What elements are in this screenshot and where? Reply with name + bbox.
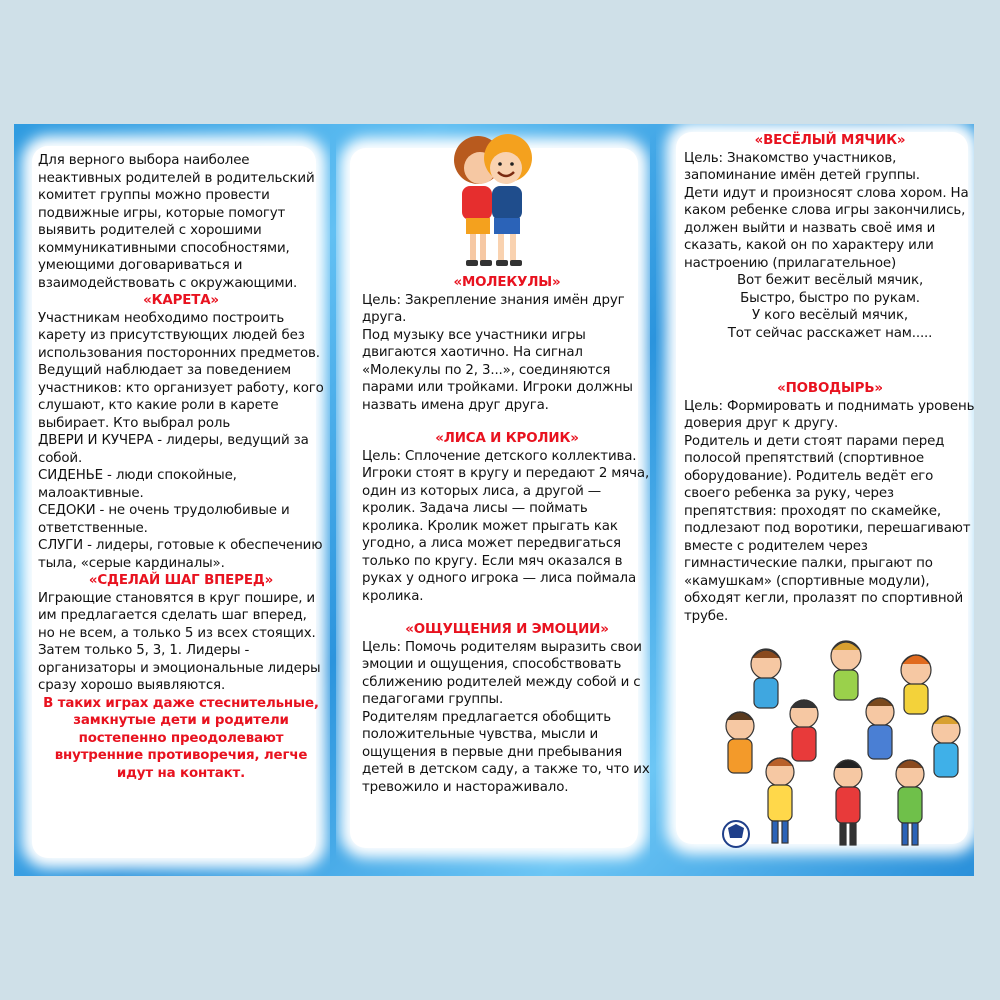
game-title-guide: «ПОВОДЫРЬ»	[777, 381, 883, 396]
conclusion-text: В таких играх даже стеснительные, замкнутые дети и родители постепенно преодолевают внутренние противоречия, легче идут на контакт.	[43, 695, 319, 781]
game-goal: Цель: Знакомство участников, запоминание имён детей группы.	[684, 150, 920, 183]
spacer	[362, 414, 650, 430]
role-text: ДВЕРИ И КУЧЕРА - лидеры, ведущий за собой.	[38, 433, 309, 466]
spacer	[684, 364, 974, 380]
brochure-column-middle	[336, 124, 650, 876]
intro-text: Для верного выбора наиболее неактивных родителей в родительский комитет группы можно провести подвижные игры, которые помогут выявить родителей с хорошими коммуникативными способностями, умеющими договариваться и взаимодействовать с окружающими.	[38, 153, 315, 291]
spacer	[362, 605, 650, 621]
role-text: СЛУГИ - лидеры, готовые к обеспечению тыла, «серые кардиналы».	[38, 538, 323, 571]
poem-line: У кого весёлый мячик,	[752, 308, 908, 323]
game-title-molecules: «МОЛЕКУЛЫ»	[453, 275, 561, 290]
role-text: СЕДОКИ - не очень трудолюбивые и ответственные.	[38, 503, 290, 536]
poem-line: Быстро, быстро по рукам.	[740, 290, 920, 306]
brochure-column-left	[14, 124, 330, 876]
brochure-sheet	[14, 124, 974, 876]
game-goal: Цель: Закрепление знания имён друг друга.	[362, 292, 625, 325]
game-description: Родителям предлагается обобщить положительные чувства, мысли и ощущения в первые дни пребывания детей в детском саду, а также то, что их тревожило и настораживало.	[362, 709, 650, 795]
game-title-kareta: «КАРЕТА»	[143, 293, 219, 308]
brochure-column-right	[656, 124, 974, 876]
game-title-step: «СДЕЛАЙ ШАГ ВПЕРЕД»	[88, 573, 274, 588]
game-goal: Цель: Помочь родителям выразить свои эмоции и ощущения, способствовать сближению родителей между собой и с педагогами группы.	[362, 639, 642, 707]
hugging-kids-illustration	[444, 130, 544, 270]
game-goal: Цель: Сплочение детского коллектива.	[362, 448, 637, 464]
game-description: Участникам необходимо построить карету из присутствующих людей без использования посторонних предметов. Ведущий наблюдает за поведением участников: кто организует работу, кого слушают, кто какие роли в карете выбирает. Кто выбрал роль	[38, 310, 324, 431]
game-description: Под музыку все участники игры двигаются хаотично. На сигнал «Молекулы по 2, 3...», соединяются парами или тройками. Игроки должны назвать имена друг друга.	[362, 327, 633, 413]
poem-line: Вот бежит весёлый мячик,	[736, 273, 924, 288]
game-description: Родитель и дети стоят парами перед полосой препятствий (спортивное оборудование). Родитель ведёт его своего ребенка за руку, через препятствия: проходят по скамейке, подлезают под воротики, перешагивают вместе с родителем через гимнастические палки, прыгают по «камушкам» (спортивные модули), обходят кегли, пролазят по спортивной трубе.	[684, 433, 971, 624]
game-description: Игроки стоят в кругу и передают 2 мяча, один из которых лиса, а другой — кролик. Задача лисы — поймать кролика. Кролик может прыгать как угодно, а лиса может передвигаться только по кругу. Если мяч оказался в руках у одного игрока — лиса поймала кролика.	[362, 466, 650, 604]
poem-line: Тот сейчас расскажет нам.....	[727, 325, 933, 341]
column-text	[38, 152, 324, 782]
column-text	[362, 274, 650, 796]
kids-circle-illustration	[720, 634, 972, 852]
game-description: Дети идут и произносят слова хором. На каком ребенке слова игры закончились, должен выйти и назвать своё имя и сказать, какой он по характеру или настроению (прилагательное)	[684, 185, 969, 271]
game-goal: Цель: Формировать и поднимать уровень доверия друг к другу.	[684, 398, 974, 431]
game-title-fox: «ЛИСА И КРОЛИК»	[435, 431, 579, 446]
role-text: СИДЕНЬЕ - люди спокойные, малоактивные.	[38, 468, 237, 501]
game-description: Играющие становятся в круг пошире, и им предлагается сделать шаг вперед, но не всем, а только 5 из всех стоящих. Затем только 5, 3, 1. Лидеры - организаторы и эмоциональные лидеры сразу хорошо выявляются.	[38, 590, 321, 693]
spacer	[684, 342, 974, 364]
column-text	[684, 132, 974, 625]
game-title-emotions: «ОЩУЩЕНИЯ И ЭМОЦИИ»	[405, 622, 609, 637]
game-title-ball: «ВЕСЁЛЫЙ МЯЧИК»	[754, 133, 906, 148]
